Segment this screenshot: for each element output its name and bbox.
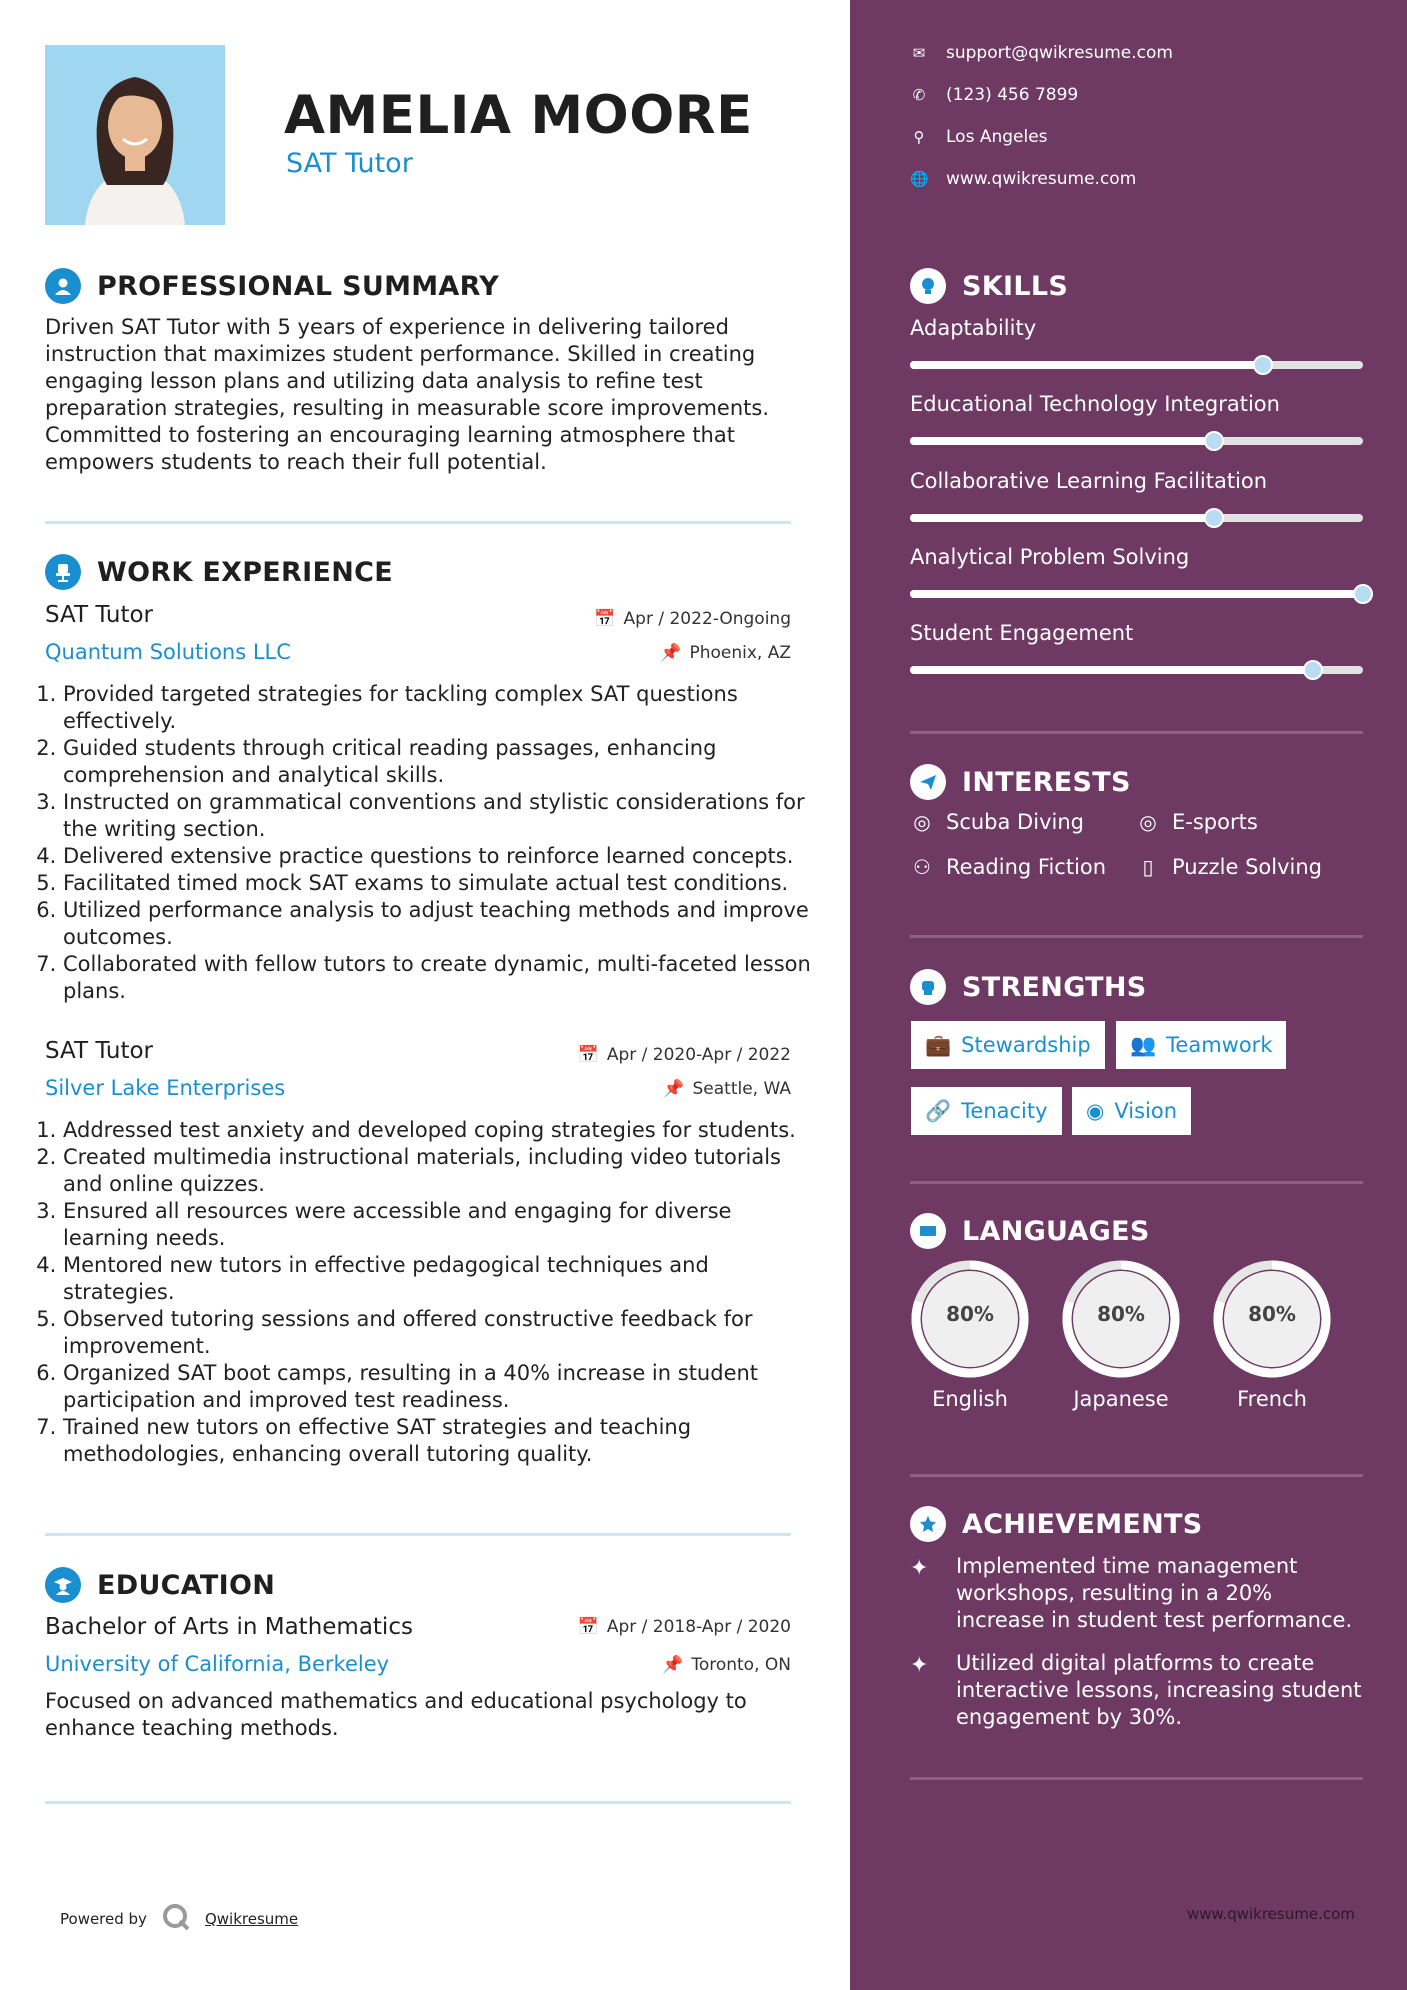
job-title: SAT Tutor <box>45 1038 154 1064</box>
contact-website[interactable] <box>910 169 1136 189</box>
strength-label: Vision <box>1114 1099 1177 1123</box>
skill-knob <box>1253 355 1273 375</box>
candidate-name: AMELIA MOORE <box>284 85 753 146</box>
contact-phone-text: (123) 456 7899 <box>946 85 1079 105</box>
powered-by-label: Powered by <box>60 1910 147 1928</box>
achievement-text: Utilized digital platforms to create interactive lessons, increasing student engagement by 30%. <box>956 1651 1362 1729</box>
language-name: English <box>932 1387 1008 1411</box>
work-heading <box>45 554 393 590</box>
education-description: Focused on advanced mathematics and educational psychology to enhance teaching methods. <box>45 1689 747 1740</box>
skill-bar <box>910 361 1363 369</box>
strength-badge <box>911 1087 1062 1135</box>
strength-label: Teamwork <box>1166 1033 1273 1057</box>
gamepad-icon: ⚇ <box>913 855 931 879</box>
skill-bar <box>910 514 1363 522</box>
qwikresume-logo-icon <box>161 1902 191 1936</box>
language-name: French <box>1237 1387 1307 1411</box>
section-divider <box>45 1533 791 1536</box>
interest-label: Scuba Diving <box>946 810 1084 834</box>
education-heading <box>45 1567 275 1603</box>
interest-item <box>910 855 1106 879</box>
users-icon: 👥 <box>1130 1032 1157 1057</box>
education-date <box>578 1617 791 1637</box>
interest-label: Reading Fiction <box>946 855 1107 879</box>
languages-heading <box>910 1213 1150 1249</box>
education-location <box>662 1655 791 1675</box>
achievements-heading <box>910 1506 1203 1542</box>
paper-plane-icon <box>910 764 946 800</box>
job-date-text: Apr / 2020-Apr / 2022 <box>606 1045 791 1065</box>
strengths-title: STRENGTHS <box>962 971 1147 1003</box>
strength-badge <box>1116 1021 1286 1069</box>
section-divider <box>910 1181 1363 1184</box>
language-item <box>1212 1259 1332 1411</box>
calendar-icon: 📅 <box>594 609 616 629</box>
education-location-text: Toronto, ON <box>691 1655 791 1675</box>
user-icon <box>45 268 81 304</box>
company-name: Quantum Solutions LLC <box>45 640 291 664</box>
list-item: 5. Facilitated timed mock SAT exams to simulate actual test conditions. <box>63 870 813 897</box>
section-divider <box>910 731 1363 734</box>
list-item: 4. Mentored new tutors in effective pedagogical techniques and strategies. <box>63 1252 813 1306</box>
language-percent: 80% <box>946 1302 994 1326</box>
job-date <box>594 609 791 629</box>
footer-website[interactable]: www.qwikresume.com <box>1187 1905 1355 1923</box>
list-item: 2. Created multimedia instructional materials, including video tutorials and online quizzes. <box>63 1144 813 1198</box>
job-date <box>578 1045 791 1065</box>
contact-location-text: Los Angeles <box>946 127 1048 147</box>
list-item: 4. Delivered extensive practice questions to reinforce learned concepts. <box>63 843 813 870</box>
binoculars-icon: ◉ <box>1086 1099 1105 1123</box>
map-marker-icon: ⚲ <box>913 128 925 146</box>
calendar-icon: 📅 <box>577 1045 599 1065</box>
skill-label: Analytical Problem Solving <box>910 545 1190 569</box>
lifebuoy-icon: ◎ <box>913 810 931 834</box>
shooting-star-icon: ✦ <box>910 1653 929 1678</box>
achievement-item <box>910 1650 1365 1731</box>
skill-label: Collaborative Learning Facilitation <box>910 469 1268 493</box>
sidebar <box>850 0 1407 1990</box>
skill-knob <box>1303 660 1323 680</box>
job-title: SAT Tutor <box>45 602 154 628</box>
summary-title: PROFESSIONAL SUMMARY <box>97 270 500 302</box>
list-item: 6. Utilized performance analysis to adjust teaching methods and improve outcomes. <box>63 897 813 951</box>
powered-by <box>60 1902 298 1936</box>
list-item: 2. Guided students through critical reading passages, enhancing comprehension and analytical skills. <box>63 735 813 789</box>
education-date-text: Apr / 2018-Apr / 2020 <box>606 1617 791 1637</box>
achievements-title: ACHIEVEMENTS <box>962 1508 1203 1540</box>
fist-icon <box>910 969 946 1005</box>
job-location <box>660 643 791 663</box>
strength-label: Tenacity <box>961 1099 1048 1123</box>
job-location <box>663 1079 791 1099</box>
briefcase-icon: 💼 <box>925 1032 952 1057</box>
lifebuoy-icon: ◎ <box>1139 810 1157 834</box>
contact-phone <box>910 85 1078 105</box>
strengths-heading <box>910 969 1147 1005</box>
pin-icon: 📌 <box>660 643 682 663</box>
interest-item <box>1136 855 1322 879</box>
lightbulb-icon <box>910 268 946 304</box>
language-percent: 80% <box>1248 1302 1296 1326</box>
skill-fill <box>910 361 1263 369</box>
language-item <box>910 1259 1030 1411</box>
graduate-icon <box>45 1567 81 1603</box>
section-divider <box>910 1474 1363 1477</box>
globe-icon: 🌐 <box>910 170 929 188</box>
list-item: 3. Instructed on grammatical conventions and stylistic considerations for the writing section. <box>63 789 813 843</box>
strength-label: Stewardship <box>961 1033 1091 1057</box>
summary-text: Driven SAT Tutor with 5 years of experience in delivering tailored instruction that maximizes student performance. Skilled in creating engaging lesson plans and utilizing data analysis to refine test preparation strategies, resulting in measurable score improvements. Committed to fostering an encouraging learning atmosphere that empowers students to reach their full potential. <box>45 315 769 474</box>
section-divider <box>910 935 1363 938</box>
duties-list <box>45 681 813 1005</box>
job-location-text: Seattle, WA <box>692 1079 791 1099</box>
section-divider <box>45 1801 791 1804</box>
skill-knob <box>1204 508 1224 528</box>
language-percent: 80% <box>1097 1302 1145 1326</box>
interest-item <box>910 810 1084 834</box>
school-name: University of California, Berkeley <box>45 1652 390 1676</box>
interest-label: E-sports <box>1172 810 1258 834</box>
skill-bar <box>910 666 1363 674</box>
duties-list <box>45 1117 813 1468</box>
language-item <box>1061 1259 1181 1411</box>
achievement-text: Implemented time management workshops, resulting in a 20% increase in student test performance. <box>956 1554 1353 1632</box>
interest-label: Puzzle Solving <box>1172 855 1322 879</box>
list-item: 3. Ensured all resources were accessible and engaging for diverse learning needs. <box>63 1198 813 1252</box>
star-badge-icon <box>910 1506 946 1542</box>
education-title: EDUCATION <box>97 1569 276 1601</box>
envelope-icon: ✉ <box>912 44 926 62</box>
skill-fill <box>910 666 1313 674</box>
contact-website-text: www.qwikresume.com <box>946 169 1137 189</box>
book-icon: ▯ <box>1142 855 1154 879</box>
job-title-header: SAT Tutor <box>286 148 413 179</box>
degree: Bachelor of Arts in Mathematics <box>45 1614 413 1640</box>
qwikresume-link[interactable]: Qwikresume <box>204 1910 299 1928</box>
job-date-text: Apr / 2022-Ongoing <box>623 609 791 629</box>
section-divider <box>910 1777 1363 1780</box>
contact-location <box>910 127 1048 147</box>
skills-heading <box>910 268 1068 304</box>
skill-label: Educational Technology Integration <box>910 392 1280 416</box>
list-item: 6. Organized SAT boot camps, resulting in a 40% increase in student participation and improved test readiness. <box>63 1360 813 1414</box>
pin-icon: 📌 <box>663 1079 685 1099</box>
phone-icon: ✆ <box>912 86 926 104</box>
pin-icon: 📌 <box>662 1655 684 1675</box>
interest-item <box>1136 810 1258 834</box>
skill-label: Student Engagement <box>910 621 1134 645</box>
profile-photo <box>45 45 225 225</box>
language-name: Japanese <box>1073 1387 1169 1411</box>
languages-title: LANGUAGES <box>962 1215 1150 1247</box>
skill-fill <box>910 514 1214 522</box>
strength-badge <box>1072 1087 1191 1135</box>
skill-bar <box>910 437 1363 445</box>
skill-label: Adaptability <box>910 316 1037 340</box>
strength-badge <box>911 1021 1105 1069</box>
skills-title: SKILLS <box>962 270 1069 302</box>
contact-email[interactable] <box>910 43 1173 63</box>
skill-knob <box>1204 431 1224 451</box>
list-item: 1. Provided targeted strategies for tackling complex SAT questions effectively. <box>63 681 813 735</box>
summary-heading <box>45 268 499 304</box>
link-icon: 🔗 <box>925 1098 952 1123</box>
contact-email-text: support@qwikresume.com <box>946 43 1173 63</box>
skill-bar <box>910 590 1363 598</box>
skill-fill <box>910 590 1363 598</box>
achievement-item <box>910 1553 1365 1634</box>
job-location-text: Phoenix, AZ <box>689 643 791 663</box>
skill-knob <box>1353 584 1373 604</box>
list-item: 5. Observed tutoring sessions and offered constructive feedback for improvement. <box>63 1306 813 1360</box>
list-item: 7. Trained new tutors on effective SAT strategies and teaching methodologies, enhancing overall tutoring quality. <box>63 1414 813 1468</box>
chair-icon <box>45 554 81 590</box>
list-item: 1. Addressed test anxiety and developed coping strategies for students. <box>63 1117 813 1144</box>
calendar-icon: 📅 <box>577 1617 599 1637</box>
work-title: WORK EXPERIENCE <box>97 556 393 588</box>
section-divider <box>45 521 791 524</box>
shooting-star-icon: ✦ <box>910 1556 929 1581</box>
interests-heading <box>910 764 1131 800</box>
list-item: 7. Collaborated with fellow tutors to create dynamic, multi-faceted lesson plans. <box>63 951 813 1005</box>
interests-title: INTERESTS <box>962 766 1131 798</box>
company-name: Silver Lake Enterprises <box>45 1076 286 1100</box>
language-icon <box>910 1213 946 1249</box>
skill-fill <box>910 437 1214 445</box>
